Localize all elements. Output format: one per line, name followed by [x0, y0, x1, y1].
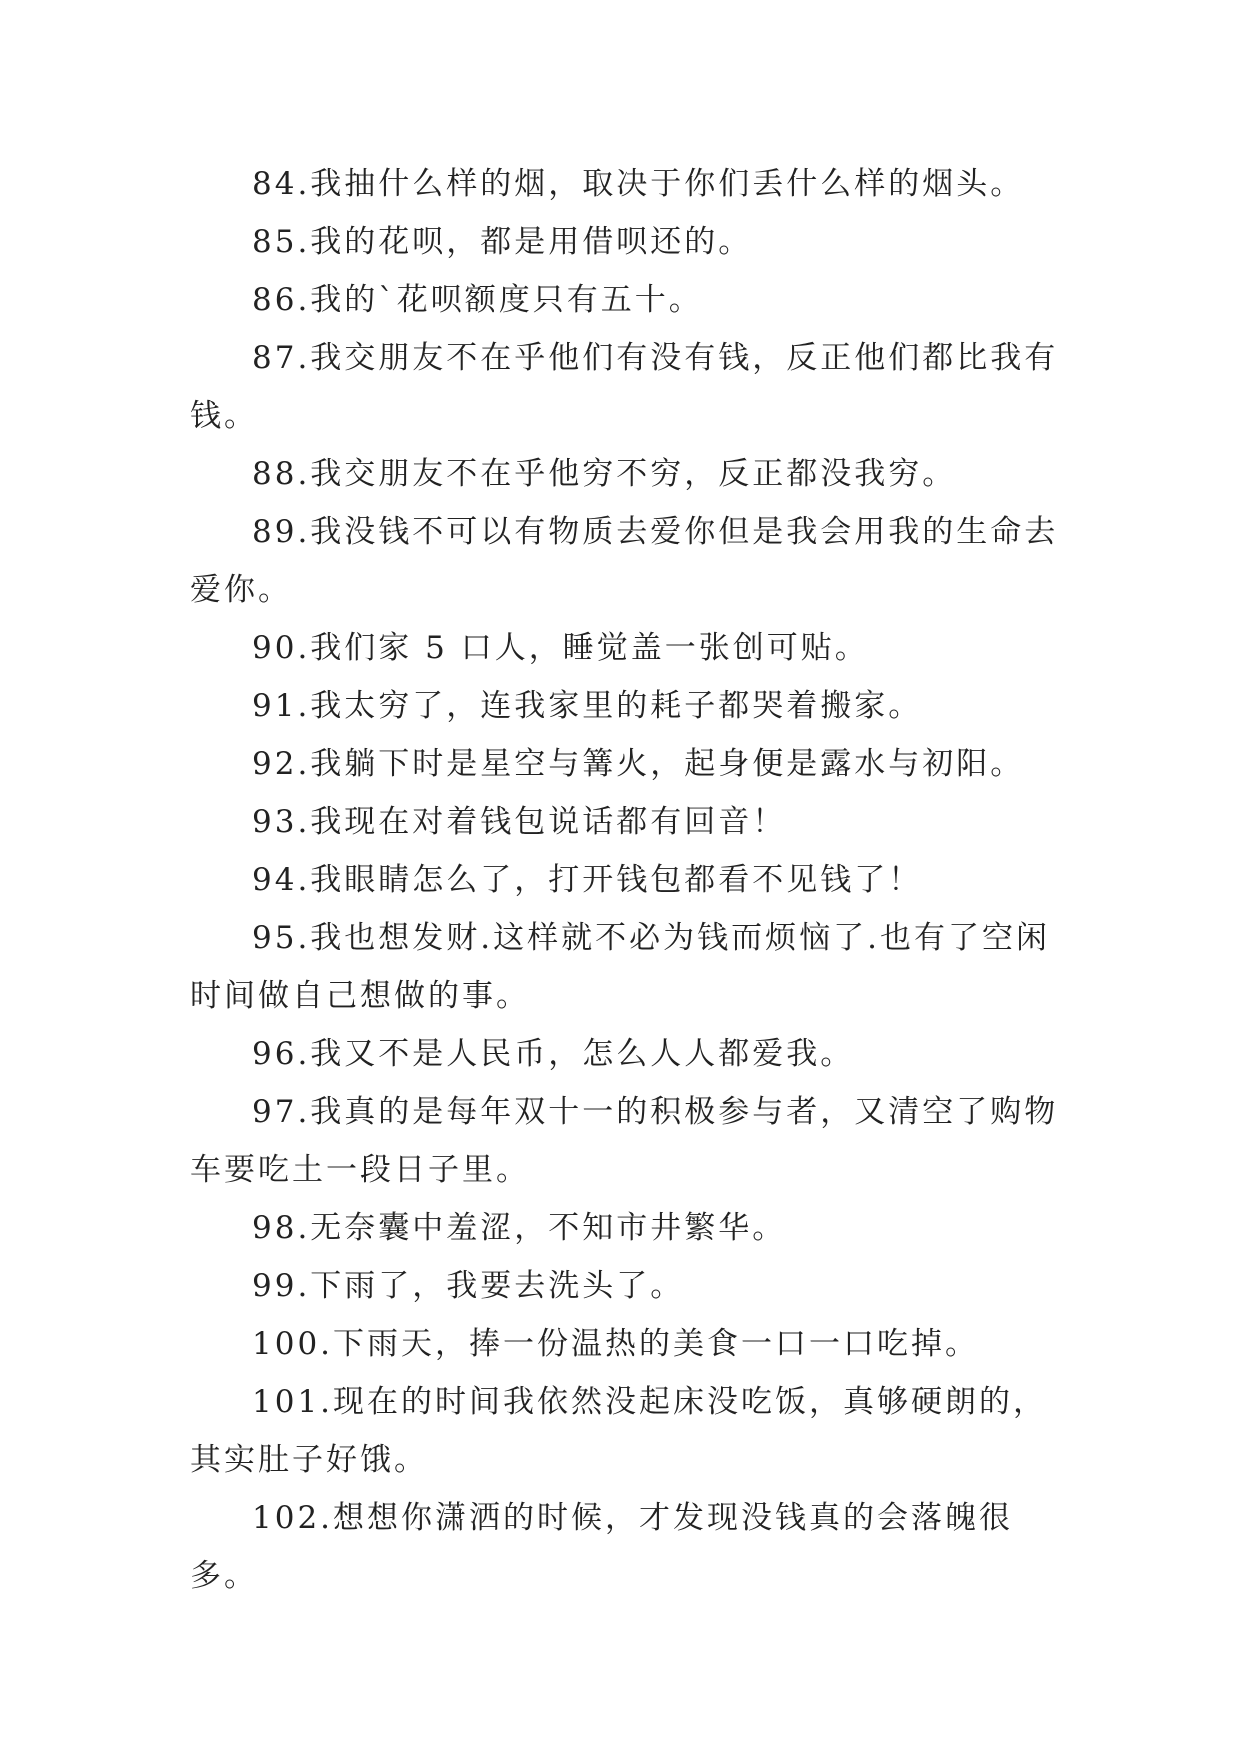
list-item: 96.我又不是人民币，怎么人人都爱我。 [252, 1036, 855, 1072]
list-item: 84.我抽什么样的烟，取决于你们丢什么样的烟头。 [252, 166, 1025, 202]
list-item: 97.我真的是每年双十一的积极参与者，又清空了购物车要吃土一段日子里。 [190, 1094, 1059, 1188]
list-item: 98.无奈囊中羞涩，不知市井繁华。 [252, 1210, 787, 1246]
list-item: 100.下雨天，捧一份温热的美食一口一口吃掉。 [252, 1326, 980, 1362]
list-item: 88.我交朋友不在乎他穷不穷，反正都没我穷。 [252, 456, 957, 492]
list-item: 94.我眼睛怎么了，打开钱包都看不见钱了！ [252, 862, 923, 898]
list-item: 95.我也想发财.这样就不必为钱而烦恼了.也有了空闲时间做自己想做的事。 [190, 920, 1051, 1014]
list-item: 89.我没钱不可以有物质去爱你但是我会用我的生命去爱你。 [190, 514, 1059, 608]
list-item: 86.我的`花呗额度只有五十。 [252, 282, 703, 318]
list-item: 102.想想你潇洒的时候，才发现没钱真的会落魄很多。 [190, 1500, 1014, 1594]
list-item: 85.我的花呗，都是用借呗还的。 [252, 224, 753, 260]
list-item: 91.我太穷了，连我家里的耗子都哭着搬家。 [252, 688, 923, 724]
list-item: 93.我现在对着钱包说话都有回音！ [252, 804, 787, 840]
document-body [190, 155, 1070, 1605]
list-item: 87.我交朋友不在乎他们有没有钱，反正他们都比我有钱。 [190, 340, 1059, 434]
list-item: 99.下雨了，我要去洗头了。 [252, 1268, 685, 1304]
list-item: 101.现在的时间我依然没起床没吃饭，真够硬朗的，其实肚子好饿。 [190, 1384, 1048, 1478]
list-item: 90.我们家 5 口人，睡觉盖一张创可贴。 [252, 630, 869, 666]
list-item: 92.我躺下时是星空与篝火，起身便是露水与初阳。 [252, 746, 1025, 782]
